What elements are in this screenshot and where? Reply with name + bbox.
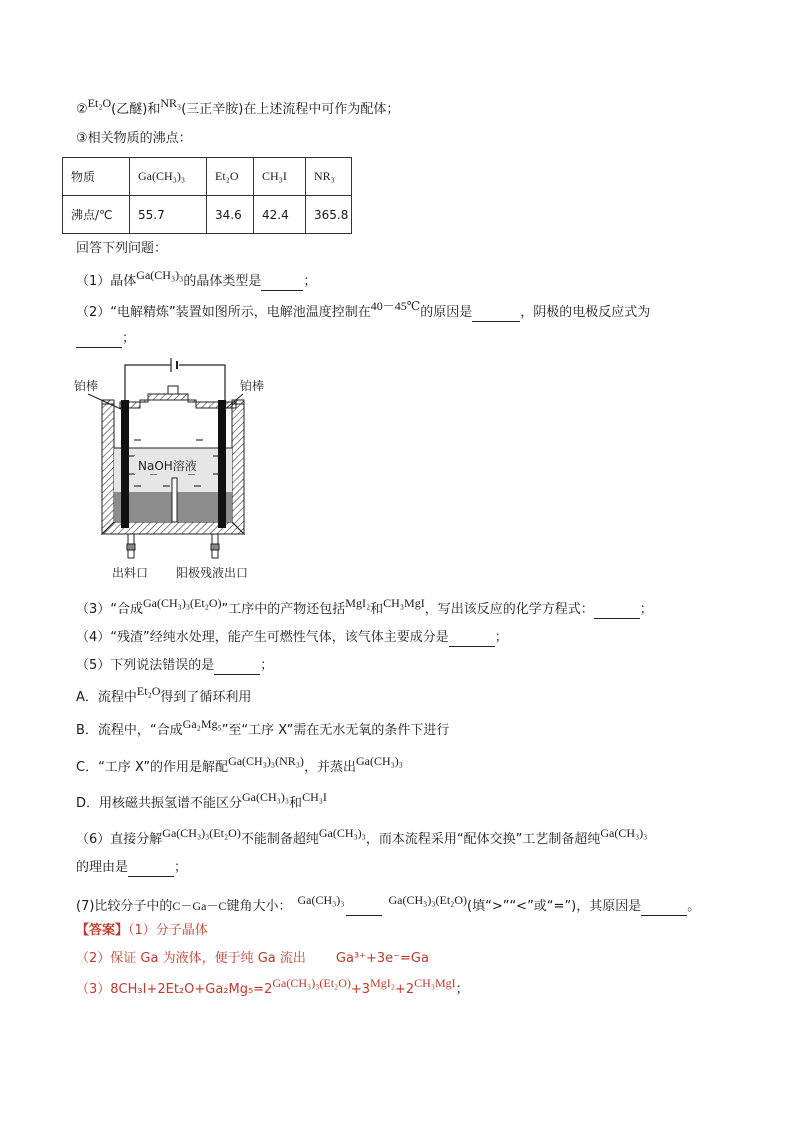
answer-3: （3）8CH₃I+2Et₂O+Ga₂Mg₅=2Ga(CH₃)₃(Et₂O)+3MgI₂+2CH₃MgI； [76,976,469,997]
circuit-wire [125,365,171,420]
boiling-point-table [62,157,352,234]
label-naoh-solution: NaOH溶液 [138,459,197,473]
formula-nr3: NR₃ [160,96,182,110]
question-4: （4）“残渣”经纯水处理，能产生可燃性气体，该气体主要成分是 ； [76,630,508,645]
option-c[interactable]: C．“工序 X”的作用是解配Ga(CH₃)₃(NR₃)，并蒸出Ga(CH₃)₃ [76,754,403,775]
lid-knob [168,386,178,394]
answer-blank[interactable] [346,902,382,916]
table-cell: 42.4 [254,196,306,234]
question-5: （5）下列说法错误的是 ； [76,658,274,673]
option-d[interactable]: D．用核磁共振氢谱不能区分Ga(CH₃)₃和CH₃I [76,790,327,811]
formula-et2o: Et₂O [87,96,112,110]
table-cell: CH₃I [254,158,306,196]
label-outlet-right: 阳极残液出口 [176,566,249,580]
label-right-electrode: 铂棒 [240,379,265,393]
table-cell: 34.6 [207,196,254,234]
question-6: （6）直接分解Ga(CH₃)₃(Et₂O)不能制备超纯Ga(CH₃)₃，而本流程采用“配体交换”工艺制备超纯Ga(CH₃)₃ [76,826,648,847]
outlet-right [211,534,219,558]
right-platinum-electrode [218,400,226,528]
option-b[interactable]: B．流程中，“合成Ga₂Mg₅”至“工序 X”需在无水无氧的条件下进行 [76,717,450,738]
table-row [63,196,352,234]
cell-divider [172,478,177,522]
table-cell: 55.7 [130,196,207,234]
question-2: （2）“电解精炼”装置如图所示，电解池温度控制在40－45℃的原因是 ，阴极的电极反应式为 [76,299,651,320]
table-cell: 物质 [63,158,130,196]
label-outlet-left: 出料口 [112,566,149,580]
cell-left-wall [102,400,114,534]
table-cell: 365.8 [306,196,352,234]
note-3: ③相关物质的沸点： [76,131,192,146]
answer-blank[interactable] [449,633,495,647]
question-2-cont: ； [76,330,135,348]
answer-blank[interactable] [214,661,260,675]
label-left-electrode: 铂棒 [74,379,99,393]
question-1: （1）晶体Ga(CH₃)₃的晶体类型是 ； [76,268,317,289]
table-header-row [63,158,352,196]
table-cell: 沸点/℃ [63,196,130,234]
prompt: 回答下列问题： [76,241,168,256]
table-cell: NR₃ [306,158,352,196]
note-2: ②Et₂O(乙醚)和NR₃(三正辛胺)在上述流程中可作为配体； [76,96,400,117]
answer-tag: 【答案】 [76,923,129,938]
question-7: (7)比较分子中的C－Ga－C键角大小： Ga(CH₃)₃ Ga(CH₃)₃(Et₂O)(填“>”“<”或“=”)，其原因是 。 [76,893,701,914]
question-6-cont: 的理由是 ； [76,860,188,875]
answer-blank[interactable] [76,334,122,348]
answer-blank[interactable] [594,605,640,619]
table-cell: Ga(CH₃)₃ [130,158,207,196]
electrolysis-cell-diagram [68,350,278,585]
answer-blank[interactable] [472,308,520,322]
outlet-left [127,534,135,558]
answer-blank[interactable] [261,277,303,291]
question-3: （3）“合成Ga(CH₃)₃(Et₂O)”工序中的产物还包括MgI₂和CH₃MgI，写出该反应的化学方程式： ； [76,596,653,617]
answer-blank[interactable] [641,902,687,916]
answer-blank[interactable] [128,863,174,877]
answer-1: 【答案】（1）分子晶体 [76,923,208,938]
cell-right-wall [232,400,244,534]
table-cell: Et₂O [207,158,254,196]
answer-2: （2）保证 Ga 为液体，便于纯 Ga 流出 Ga³⁺+3e⁻=Ga [76,951,429,966]
option-a[interactable]: A．流程中Et₂O得到了循环利用 [76,684,252,705]
left-platinum-electrode [121,400,129,528]
